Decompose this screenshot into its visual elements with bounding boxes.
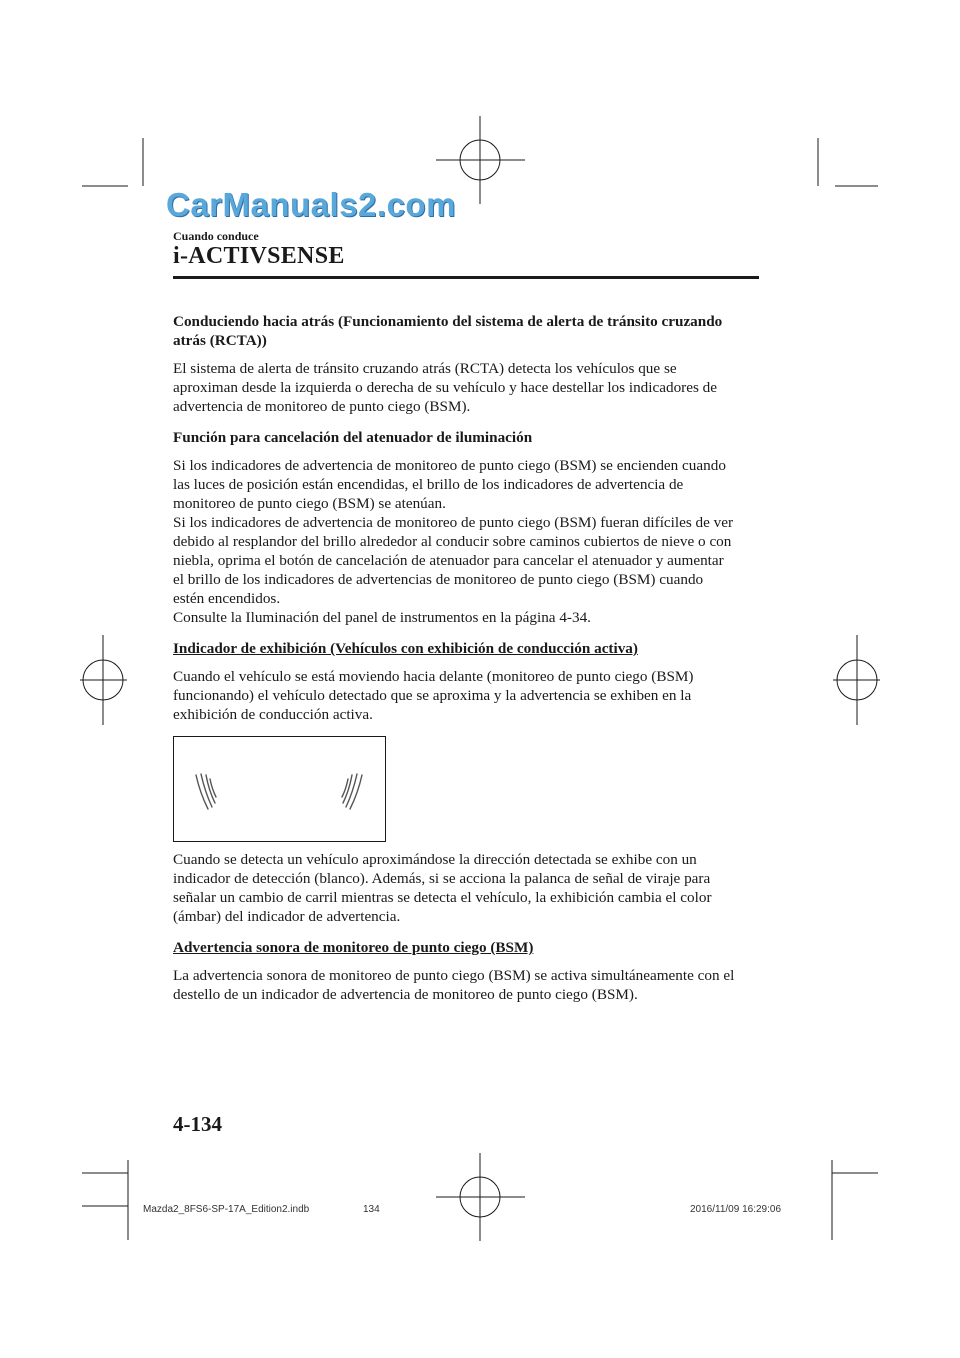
rcta-paragraph: El sistema de alerta de tránsito cruzando atrás (RCTA) detecta los vehículos que se aproximan desde la izquierda o derecha de su vehículo y hace destellar los indicadores de advertencia de monitoreo de punto ciego (BSM).: [173, 360, 717, 415]
section-label: Cuando conduce: [173, 229, 259, 243]
footer-page: 134: [363, 1204, 380, 1215]
footer-timestamp: 2016/11/09 16:29:06: [690, 1204, 782, 1215]
sound-heading: Advertencia sonora de monitoreo de punto ciego (BSM): [173, 939, 534, 956]
footer-filename: Mazda2_8FS6-SP-17A_Edition2.indb: [143, 1204, 310, 1215]
rcta-heading: Conduciendo hacia atrás (Funcionamiento del sistema de alerta de tránsito cruzando atrás (RCTA)): [173, 313, 723, 349]
watermark-logo: CarManuals2.com: [166, 186, 456, 223]
sound-paragraph: La advertencia sonora de monitoreo de punto ciego (BSM) se activa simultáneamente con el destello de un indicador de advertencia de monitoreo de punto ciego (BSM).: [173, 967, 735, 1003]
main-content: [173, 312, 763, 1016]
detect-paragraph: Cuando se detecta un vehículo aproximándose la dirección detectada se exhibe con un indicador de detección (blanco). Además, si se acciona la palanca de señal de viraje para señalar un cambio de carril mientras se detecta el vehículo, la exhibición cambia el color (ámbar) del indicador de advertencia.: [173, 851, 712, 925]
display-paragraph: Cuando el vehículo se está moviendo hacia delante (monitoreo de punto ciego (BSM) funcionando) el vehículo detectado que se aproxima y la advertencia se exhiben en la exhibición de conducción activa.: [173, 668, 694, 723]
header-rule: [173, 276, 759, 279]
display-heading: Indicador de exhibición (Vehículos con exhibición de conducción activa): [173, 640, 638, 657]
dimmer-heading: Función para cancelación del atenuador de iluminación: [173, 429, 533, 446]
dimmer-paragraph: Si los indicadores de advertencia de monitoreo de punto ciego (BSM) se encienden cuando las luces de posición están encendidas, el brillo de los indicadores de advertencia de monitoreo de punto ciego (BSM) se atenúan. Si los indicadores de advertencia de monitoreo de punto ciego (BSM) fueran difíciles de ver debido al resplandor del brillo alrededor al conducir sobre caminos cubiertos de nieve o con niebla, oprima el botón de cancelación de atenuador para cancelar el atenuador y aumentar el brillo de los indicadores de advertencias de monitoreo de punto ciego (BSM) cuando estén encendidos. Consulte la Iluminación del panel de instrumentos en la página 4-34.: [173, 457, 734, 626]
page-title: i-ACTIVSENSE: [173, 243, 345, 269]
active-driving-display-illustration: [173, 736, 386, 842]
detection-indicator-icon: [174, 737, 385, 841]
page-number: 4-134: [173, 1112, 222, 1136]
